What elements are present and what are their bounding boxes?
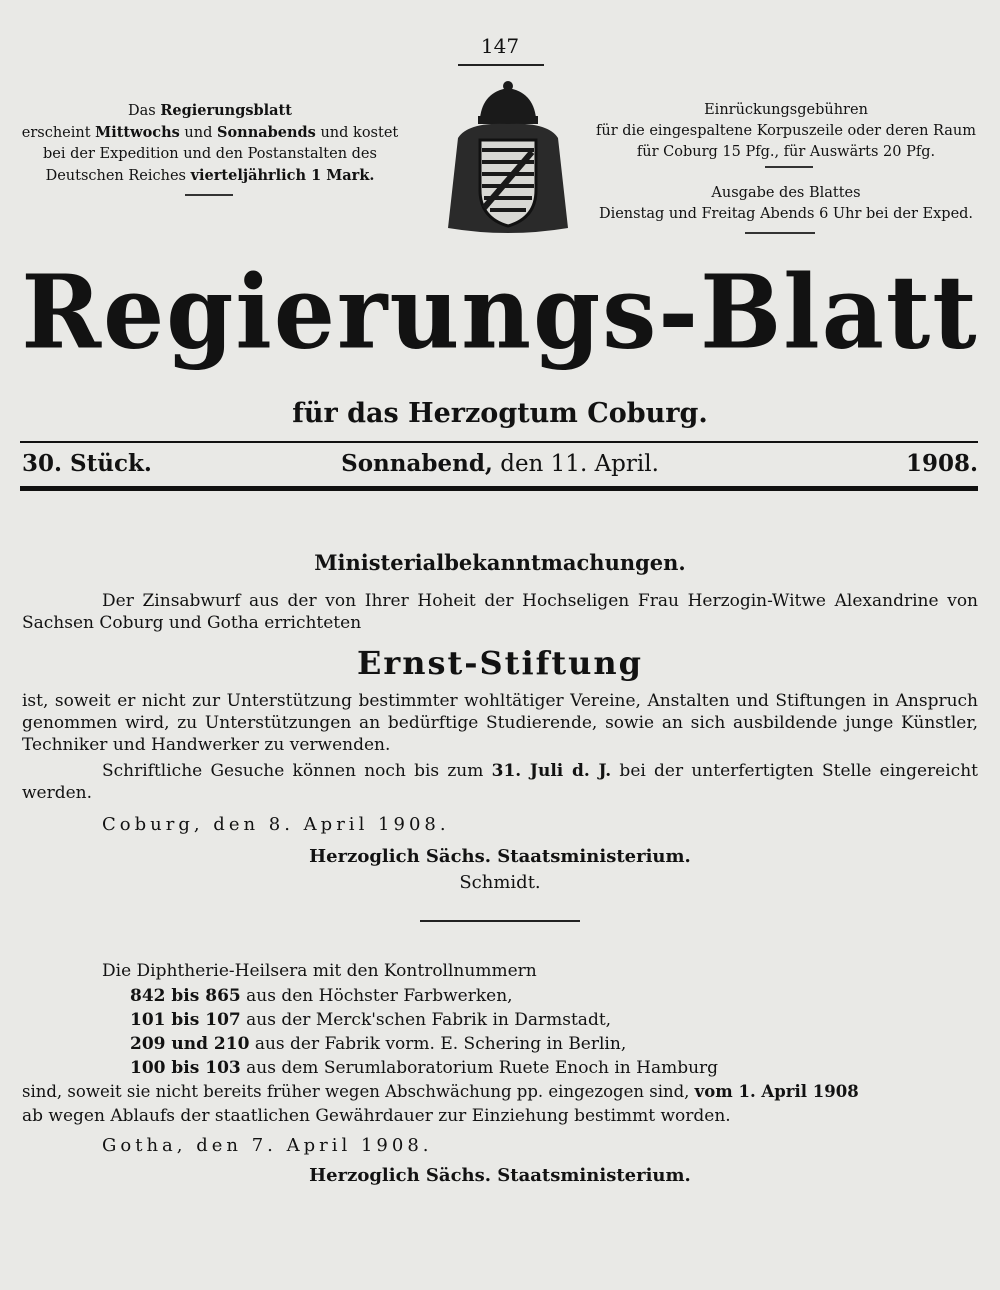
notice1-deadline: Schriftliche Gesuche können noch bis zum 31. Juli d. J. bei der unterfertigten Stelle eingereicht werden. (22, 761, 978, 803)
serum-item: 209 und 210 aus der Fabrik vorm. E. Schering in Berlin, (130, 1034, 627, 1054)
notice-separator (420, 920, 580, 922)
masthead-subtitle: für das Herzogtum Coburg. (292, 398, 708, 429)
page-number: 147 (480, 34, 520, 58)
subscription-line-3: bei der Expedition und den Postanstalten des (43, 146, 377, 162)
issue-schedule (585, 183, 987, 225)
serum-item: 101 bis 107 aus der Merck'schen Fabrik in Darmstadt, (130, 1010, 612, 1030)
schedule-line: Dienstag und Freitag Abends 6 Uhr bei der Exped. (598, 206, 974, 222)
schedule-title: Ausgabe des Blattes (711, 185, 861, 201)
coat-of-arms-icon (428, 78, 588, 238)
foundation-name: Ernst-Stiftung (356, 644, 644, 682)
rates-title: Einrückungsgebühren (704, 102, 868, 118)
notice1-intro: Der Zinsabwurf aus der von Ihrer Hoheit der Hochseligen Frau Herzogin-Witwe Alexandrine von Sachsen Coburg und Gotha errichteten (22, 591, 978, 633)
masthead-rule-top (20, 441, 978, 443)
serum-item: 842 bis 865 aus den Höchster Farbwerken, (130, 986, 513, 1006)
notice1-body: ist, soweit er nicht zur Unterstützung bestimmter wohltätiger Vereine, Anstalten und Stiftungen in Anspruch genommen wird, zu Unterstützungen an bedürftige Studierende, sowie an sich ausbildende junge Künstler, Techniker und Handwerker zu verwenden. (22, 691, 978, 755)
rates-line-1: für die eingespaltene Korpuszeile oder deren Raum (595, 123, 976, 139)
notice2-body-line-1: sind, soweit sie nicht bereits früher wegen Abschwächung pp. eingezogen sind, vom 1. April 1908 (22, 1082, 859, 1101)
notice2-intro: Die Diphtherie-Heilsera mit den Kontrollnummern (102, 961, 537, 981)
rates-line-2: für Coburg 15 Pfg., für Auswärts 20 Pfg. (636, 144, 936, 160)
rates-dash (765, 166, 813, 168)
subscription-dash (185, 194, 233, 196)
notice2-authority: Herzoglich Sächs. Staatsministerium. (309, 1165, 691, 1186)
notice2-body-line-2: ab wegen Ablaufs der staatlichen Gewährdauer zur Einziehung bestimmt worden. (22, 1106, 731, 1126)
notice1-place-date: Coburg, den 8. April 1908. (102, 814, 450, 835)
serum-item: 100 bis 103 aus dem Serumlaboratorium Ruete Enoch in Hamburg (130, 1058, 719, 1078)
section-title: Ministerialbekanntmachungen. (314, 550, 686, 575)
issue-number: 30. Stück. (22, 450, 152, 477)
subscription-line-4: Deutschen Reiches vierteljährlich 1 Mark. (45, 167, 375, 184)
subscription-info (10, 100, 410, 187)
advertising-rates (585, 100, 987, 163)
issue-year: 1908. (905, 450, 978, 477)
page-number-rule (458, 64, 544, 66)
issue-date: Sonnabend, den 11. April. (341, 450, 659, 477)
schedule-dash (745, 232, 815, 234)
subscription-line-2: erscheint Mittwochs und Sonnabends und kostet (21, 124, 399, 141)
subscription-line-1: Das Regierungsblatt (128, 102, 292, 119)
notice1-authority: Herzoglich Sächs. Staatsministerium. (309, 846, 691, 867)
notice1-signer: Schmidt. (459, 872, 541, 893)
notice2-place-date: Gotha, den 7. April 1908. (102, 1135, 433, 1156)
masthead-title: Regierungs-Blatt (21, 253, 979, 372)
issue-line (22, 450, 978, 484)
masthead-rule-bottom (20, 486, 978, 491)
